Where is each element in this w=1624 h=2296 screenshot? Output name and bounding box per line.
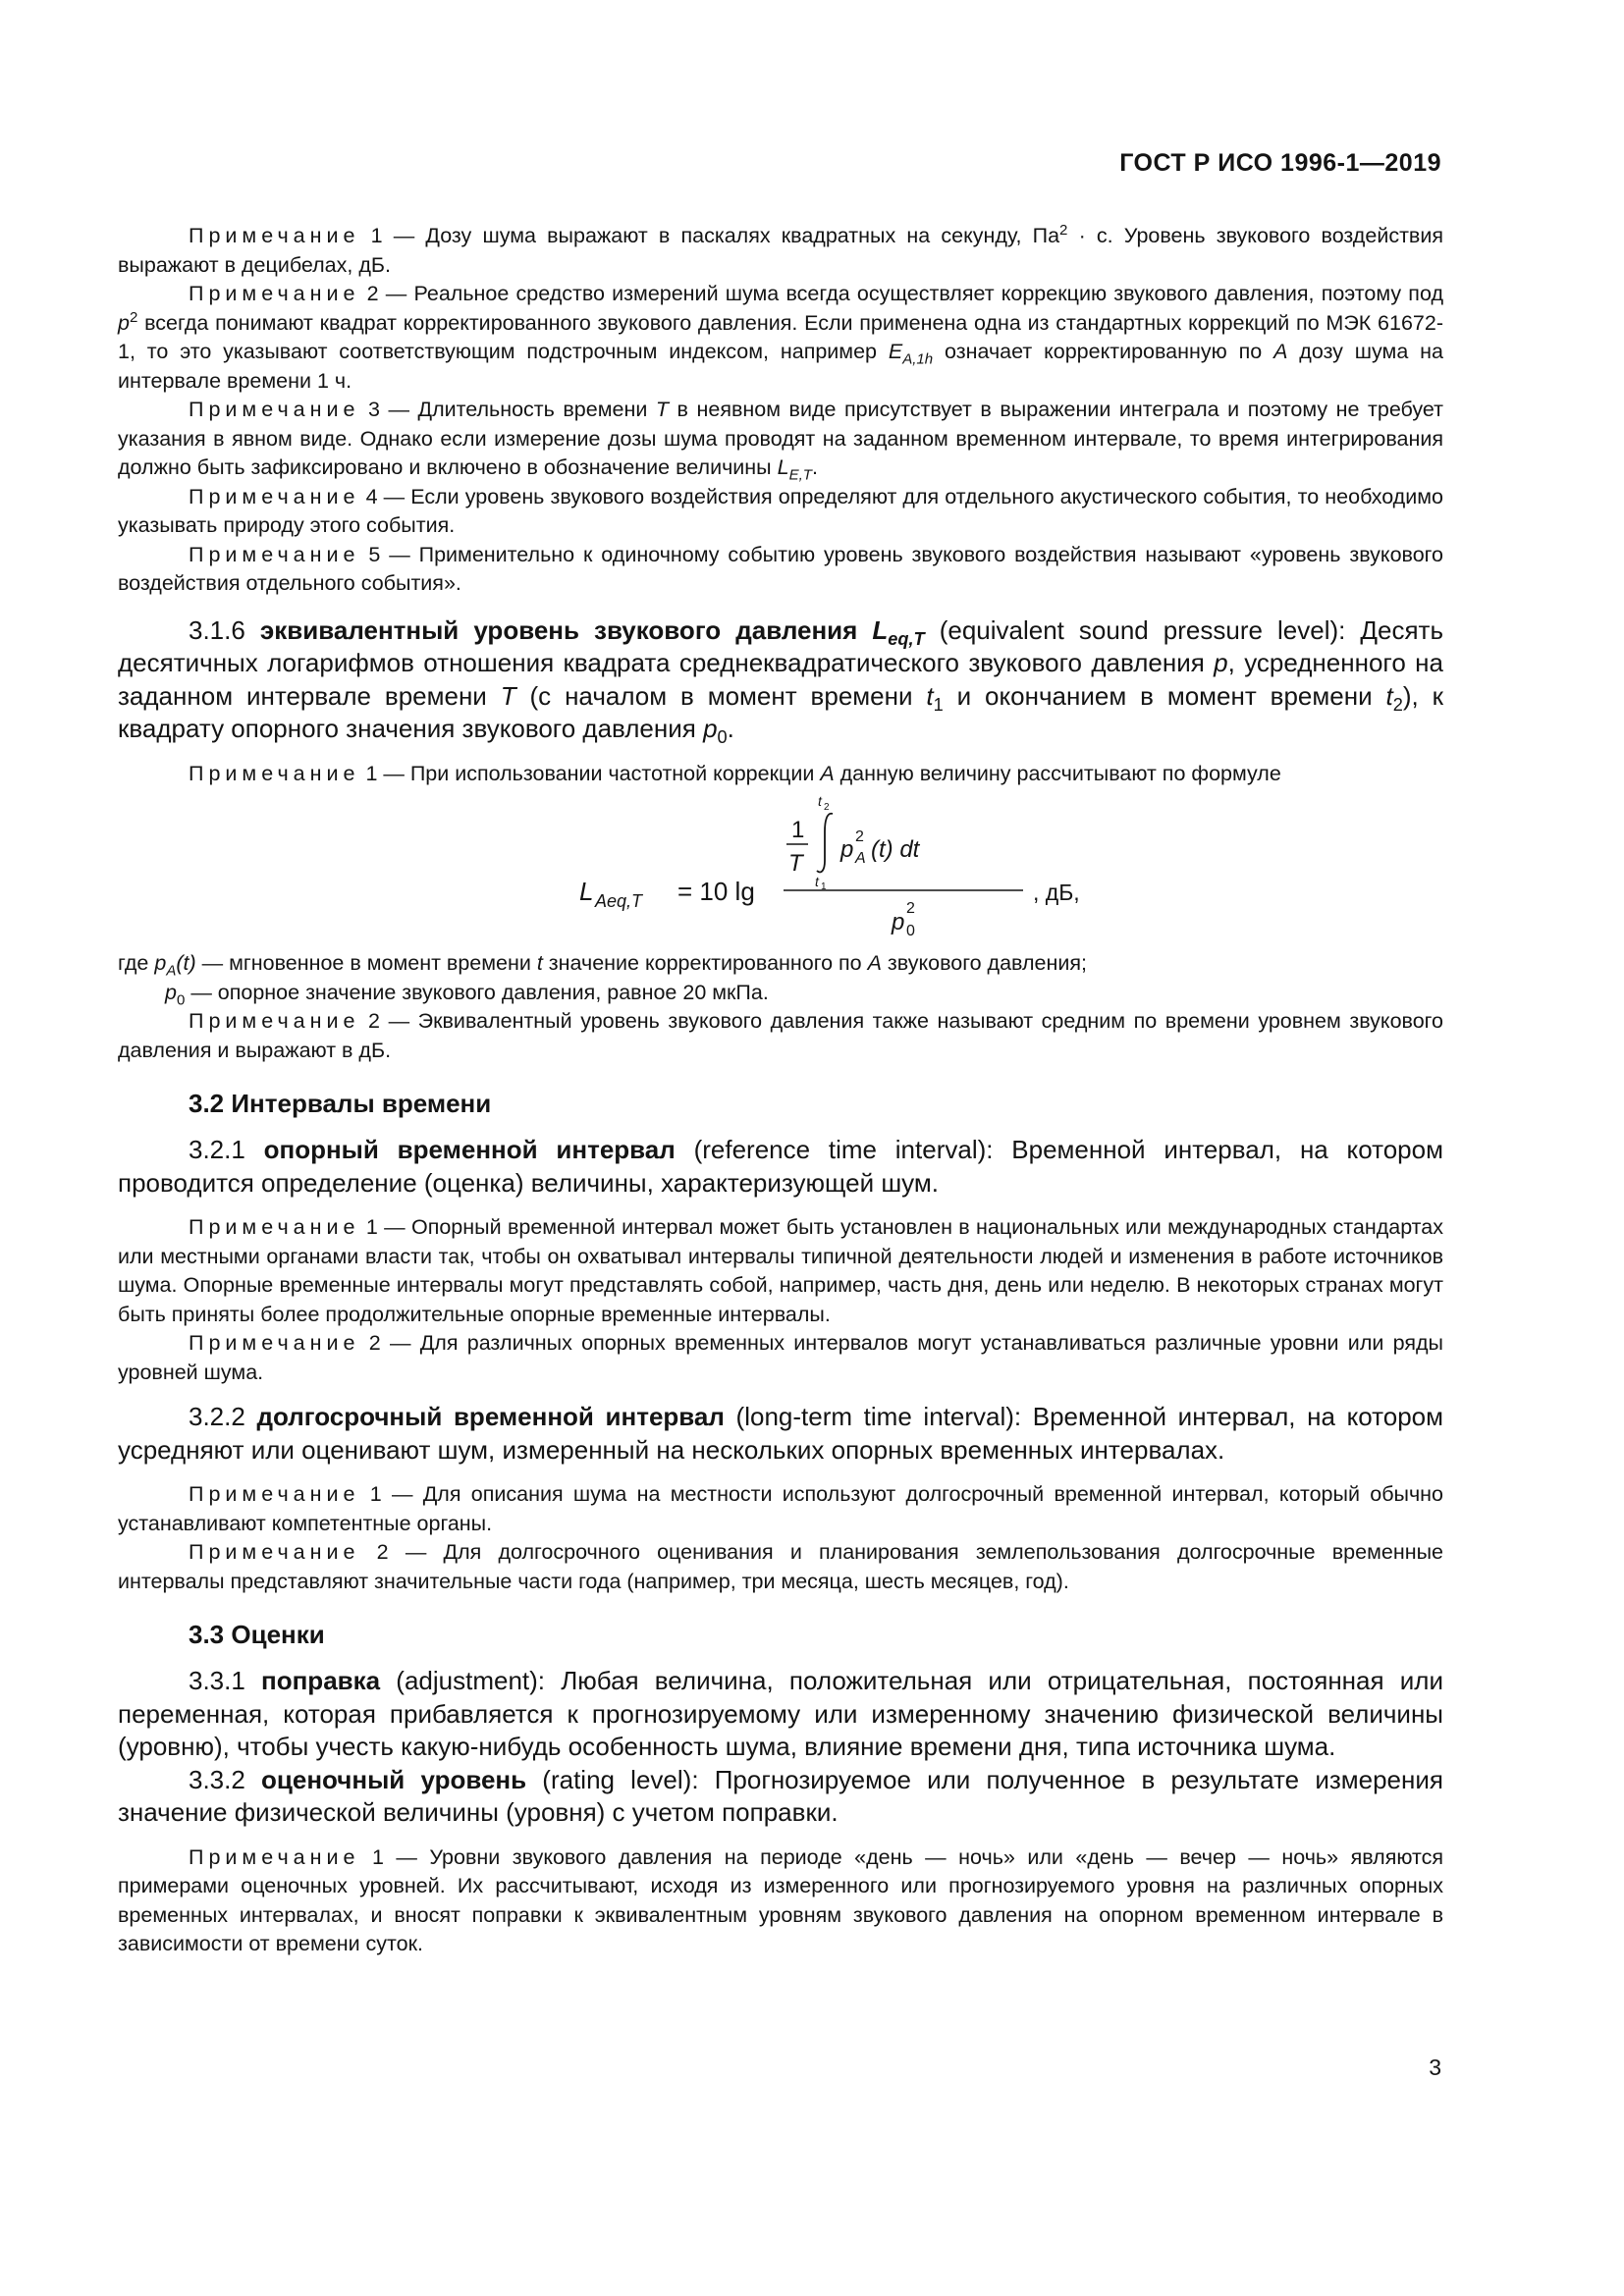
formula-laeq <box>118 792 1443 939</box>
definition-3-2-1: 3.2.1 опорный временной интервал (reference time interval): Временной интервал, на котором проводится определение (оценка) величины, характеризующей шум. <box>118 1135 1443 1198</box>
note-dose-1: Примечание 1 — Дозу шума выражают в паскалях квадратных на секунду, $Па^2 \cdot с$. Уровень звукового воздействия выражают в децибелах, дБ. <box>118 221 1443 277</box>
formula-integrand-sup: 2 <box>855 828 864 845</box>
formula-lhs-symbol: L <box>579 877 594 906</box>
formula-integrand-p: p <box>840 836 854 863</box>
formula-inner-numerator: 1 <box>791 817 805 843</box>
section-heading-3-2: 3.2 Интервалы времени <box>189 1089 492 1118</box>
formula-denominator-p: p <box>892 909 905 935</box>
note-dose-4: Примечание 4 — Если уровень звукового воздействия определяют для отдельного акустического события, то необходимо указывать природу этого события. <box>118 484 1443 537</box>
section-heading-3-3: 3.3 Оценки <box>189 1620 325 1649</box>
note-ref-interval-2: Примечание 2 — Для различных опорных временных интервалов могут устанавливаться различные уровни или ряды уровней шума. <box>118 1331 1443 1384</box>
formula-where-line: где $p_A(t)$ — мгновенное в момент времени t значение корректированного по A звукового давления; <box>118 951 1087 980</box>
formula-denominator-sub: 0 <box>906 923 915 939</box>
page-number: 3 <box>1429 2055 1441 2080</box>
definition-3-3-2: 3.3.2 оценочный уровень (rating level): Прогнозируемое или полученное в результате измерения значение физической величины (уровня) с учетом поправки. <box>118 1764 1443 1827</box>
formula-unit: , дБ, <box>1033 880 1080 905</box>
definition-3-3-1: 3.3.1 поправка (adjustment): Любая величина, положительная или отрицательная, постоянная или переменная, которая прибавляется к прогнозируемому или измеренному значению физической величины (уровню), чтобы учесть какую-нибудь особенность шума, влияние времени дня, типа источника шума. <box>118 1666 1443 1761</box>
definition-3-1-6: 3.1.6 эквивалентный уровень звукового давления $L_{eq,T}$ (equivalent sound pressure level): Десять десятичных логарифмов отношения квадрата среднеквадратического звукового давления p, усредненного на заданном интервале времени T (с началом в момент времени $t_1$ и окончанием в момент времени $t_2$), к квадрату опорного значения звукового давления $p_0$. <box>118 614 1444 748</box>
formula-p0-line: $p_0$ — опорное значение звукового давления, равное 20 мкПа. <box>165 980 769 1008</box>
formula-denominator-sup: 2 <box>906 900 915 917</box>
note-long-interval-2: Примечание 2 — Для долгосрочного оценивания и планирования землепользования долгосрочные временные интервалы представляют значительные части года (например, три месяца, шесть месяцев, год). <box>118 1540 1443 1593</box>
formula-svg <box>579 792 1129 939</box>
formula-integral-lower-sub: 1 <box>821 881 827 892</box>
note-dose-2: Примечание 2 — Реальное средство измерений шума всегда осуществляет коррекцию звукового давления, поэтому под $p^2$ всегда понимают квадрат корректированного звукового давления. Если применена одна из стандартных коррекций по МЭК 61672-1, то это указывают соответствующим подстрочным индексом, например $E_{A,1h}$ означает корректированную по A дозу шума на интервале времени 1 ч. <box>118 282 1443 393</box>
formula-inner-denominator: T <box>788 850 803 877</box>
note-ref-interval-1: Примечание 1 — Опорный временной интервал может быть установлен в национальных или международных стандартах или местными органами власти так, чтобы он охватывал интервалы типичной деятельности людей и изменения в работе источников шума. Опорные временные интервалы могут представлять собой, например, часть дня, день или неделю. В некоторых странах могут быть приняты более продолжительные опорные временные интервалы. <box>118 1215 1443 1326</box>
note-leq-2: Примечание 2 — Эквивалентный уровень звукового давления также называют средним по времени уровнем звукового давления и выражают в дБ. <box>118 1009 1443 1062</box>
formula-equals-lg: = 10 lg <box>677 877 755 906</box>
formula-integrand-sub: A <box>855 850 866 867</box>
formula-integral-upper: t <box>818 793 822 809</box>
note-long-interval-1: Примечание 1 — Для описания шума на местности используют долгосрочный временной интервал, который обычно устанавливают компетентные органы. <box>118 1482 1443 1535</box>
document-header: ГОСТ Р ИСО 1996-1—2019 <box>1119 149 1441 177</box>
formula-integrand-arg: (t) dt <box>871 836 920 863</box>
document-body <box>118 222 1443 1959</box>
formula-integral-lower: t <box>815 874 819 889</box>
note-dose-5: Примечание 5 — Применительно к одиночному событию уровень звукового воздействия называют «уровень звукового воздействия отдельного события». <box>118 542 1443 595</box>
formula-integral-sign <box>817 814 833 873</box>
note-dose-3: Примечание 3 — Длительность времени T в неявном виде присутствует в выражении интеграла и поэтому не требует указания в явном виде. Однако если измерение дозы шума проводят на заданном временном интервале, то время интегрирования должно быть зафиксировано и включено в обозначение величины $L_{E,T}$. <box>118 398 1443 484</box>
note-leq-1: Примечание 1 — При использовании частотной коррекции A данную величину рассчитывают по формуле <box>189 761 1281 785</box>
formula-lhs-subscript: Aeq,T <box>595 891 643 911</box>
formula-integral-upper-sub: 2 <box>824 802 830 813</box>
definition-3-2-2: 3.2.2 долгосрочный временной интервал (long-term time interval): Временной интервал, на котором усредняют или оценивают шум, измеренный на нескольких опорных временных интервалах. <box>118 1402 1443 1465</box>
note-rating-level-1: Примечание 1 — Уровни звукового давления на периоде «день — ночь» или «день — вечер — ночь» являются примерами оценочных уровней. Их рассчитывают, исходя из измеренного или прогнозируемого уровня на различных опорных временных интервалах, и вносят поправки к эквивалентным уровням звукового давления на опорном временном интервале в зависимости от времени суток. <box>118 1844 1443 1955</box>
